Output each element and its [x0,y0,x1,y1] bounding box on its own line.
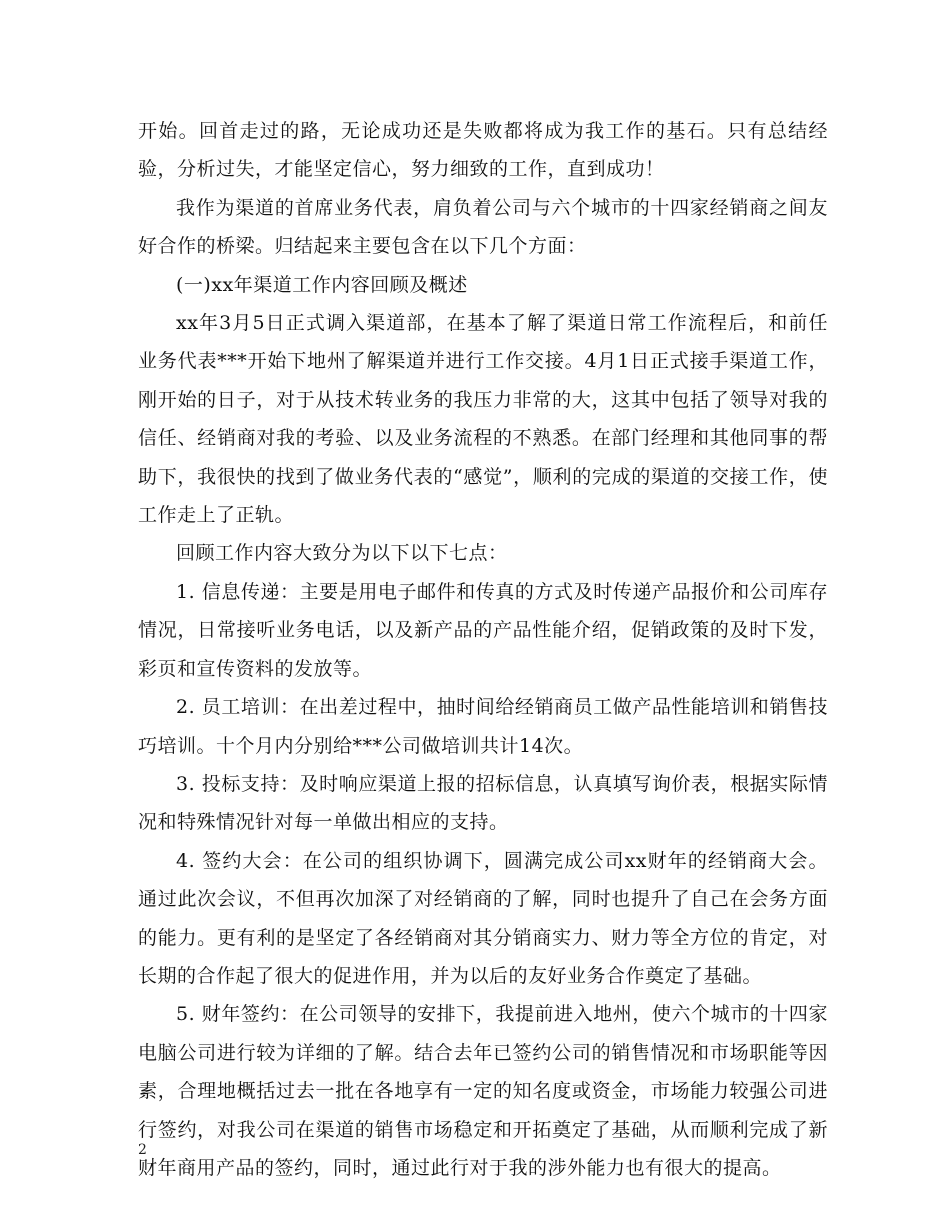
paragraph-intro-continuation: 开始。回首走过的路，无论成功还是失败都将成为我工作的基石。只有总结经验，分析过失，才能坚定信心，努力细致的工作，直到成功！ [138,120,828,181]
list-item-staff-training: 2. 员工培训：在出差过程中，抽时间给经销商员工做产品性能培训和销售技巧培训。十个月内分别给***公司做培训共计14次。 [138,696,828,757]
paragraph-channel-transfer: xx年3月5日正式调入渠道部，在基本了解了渠道日常工作流程后，和前任业务代表***开始下地州了解渠道并进行工作交接。4月1日正式接手渠道工作，刚开始的日子，对于从技术转业务的我压力非常的大，这其中包括了领导对我的信任、经销商对我的考验、以及业务流程的不熟悉。在部门经理和其他同事的帮助下，我很快的找到了做业务代表的“感觉”，顺利的完成的渠道的交接工作，使工作走上了正轨。 [138,312,828,527]
list-item-bid-support: 3. 投标支持：及时响应渠道上报的招标信息，认真填写询价表，根据实际情况和特殊情况针对每一单做出相应的支持。 [138,772,828,834]
page-number: 2 [138,1142,147,1158]
document-body [138,112,828,1187]
list-item-fiscal-signing: 5. 财年签约：在公司领导的安排下，我提前进入地州，使六个城市的十四家电脑公司进行较为详细的了解。结合去年已签约公司的销售情况和市场职能等因素，合理地概括过去一批在各地享有一定的知名度或资金，市场能力较强公司进行签约，对我公司在渠道的销售市场稳定和开拓奠定了基础，从而顺利完成了新财年商用产品的签约，同时，通过此行对于我的涉外能力也有很大的提高。 [138,1003,828,1179]
paragraph-seven-points-intro: 回顾工作内容大致分为以下以下七点： [176,542,508,565]
section-heading-review: (一)xx年渠道工作内容回顾及概述 [176,273,468,296]
paragraph-role-description: 我作为渠道的首席业务代表，肩负着公司与六个城市的十四家经销商之间友好合作的桥梁。归结起来主要包含在以下几个方面： [138,196,828,258]
list-item-signing-conference: 4. 签约大会：在公司的组织协调下，圆满完成公司xx财年的经销商大会。通过此次会议，不但再次加深了对经销商的了解，同时也提升了自己在会务方面的能力。更有利的是坚定了各经销商对其分销商实力、财力等全方位的肯定，对长期的合作起了很大的促进作用，并为以后的友好业务合作奠定了基础。 [138,849,828,987]
list-item-information-delivery: 1. 信息传递：主要是用电子邮件和传真的方式及时传递产品报价和公司库存情况，日常接听业务电话，以及新产品的产品性能介绍，促销政策的及时下发，彩页和宣传资料的发放等。 [138,580,828,680]
